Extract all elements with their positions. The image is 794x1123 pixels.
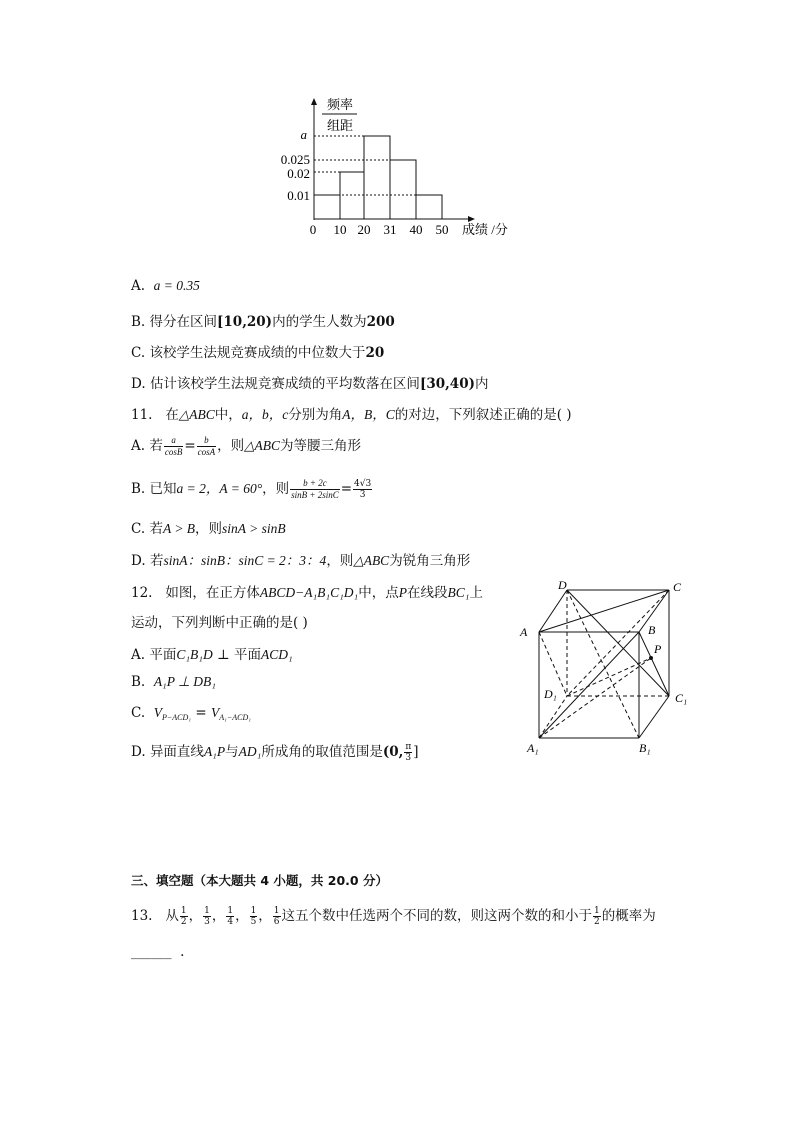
point-p bbox=[649, 656, 653, 660]
y-label-top: 频率 bbox=[327, 97, 354, 112]
section-3-title: 三、填空题（本大题共 4 小题，共 20.0 分） bbox=[131, 873, 388, 888]
x-tick-40: 40 bbox=[409, 222, 423, 237]
label-p: P bbox=[654, 642, 662, 656]
label-c: C bbox=[673, 580, 682, 594]
y-tick-0025: 0.025 bbox=[280, 152, 310, 167]
q13-answer-blank[interactable]: ______ . bbox=[131, 944, 185, 960]
frequency-histogram bbox=[270, 92, 520, 242]
y-tick-001: 0.01 bbox=[287, 188, 310, 203]
y-tick-a: a bbox=[300, 127, 307, 142]
bar-0-10 bbox=[314, 195, 340, 219]
label-c1: C₁ bbox=[675, 691, 688, 705]
bar-40-50 bbox=[416, 195, 442, 219]
x-tick-10: 10 bbox=[333, 222, 347, 237]
q11-option-c: C. 若A > B，则sinA > sinB bbox=[131, 521, 286, 537]
y-tick-002: 0.02 bbox=[287, 166, 310, 181]
q12-option-d: D. 异面直线A₁P与AD₁所成角的取值范围是(0, $\frac{\pi}{3}$ ] bbox=[131, 742, 419, 763]
q12-stem-line2: 运动，下列判断中正确的是( ) bbox=[131, 615, 308, 631]
x-tick-0: 0 bbox=[309, 222, 317, 237]
x-label: 成绩 /分 bbox=[462, 222, 508, 237]
q12-option-b: B. A₁P ⊥ DB₁ bbox=[131, 674, 216, 690]
x-tick-20: 20 bbox=[357, 222, 371, 237]
q10-option-b: B. 得分在区间[10,20)内的学生人数为200 bbox=[131, 314, 395, 330]
label-d: D bbox=[558, 578, 567, 592]
label-a1: A₁ bbox=[527, 741, 539, 755]
q10-option-a: A. a = 0.35 bbox=[131, 278, 200, 294]
label-b1: B₁ bbox=[639, 741, 651, 755]
x-tick-31: 31 bbox=[383, 222, 397, 237]
q12-option-a: A. 平面C₁B₁D ⊥ 平面ACD₁ bbox=[131, 647, 293, 663]
label-d1: D₁ bbox=[544, 687, 557, 701]
cube-figure bbox=[508, 572, 708, 762]
q11-option-b: B. 已知a = 2，A = 60°，则 $\frac{b + 2c}{\sin B + 2\sin C}$ = $\frac{4√3}{3}$ bbox=[131, 478, 372, 500]
bar-20-30 bbox=[364, 136, 390, 219]
q12-option-c: C. $V_{P-ACD_1} = V_{A_1-ACD_1}$ bbox=[131, 705, 252, 722]
bar-30-40 bbox=[390, 160, 416, 219]
label-a: A bbox=[520, 625, 528, 639]
y-label-bottom: 组距 bbox=[327, 118, 354, 133]
q10-option-d: D. 估计该校学生法规竞赛成绩的平均数落在区间[30,40)内 bbox=[131, 376, 489, 392]
q11-option-d: D. 若sinA：sinB：sinC = 2：3：4，则△ABC为锐角三角形 bbox=[131, 553, 471, 569]
q10-option-c: C. 该校学生法规竞赛成绩的中位数大于20 bbox=[131, 345, 385, 361]
q12-stem-line1: 12. 如图，在正方体ABCD−A₁B₁C₁D₁中，点P在线段BC₁上 bbox=[131, 585, 483, 601]
q13-stem: 13. 从 $\frac{1}{2}$ ， $\frac{1}{3}$ ， $\frac{1}{4}$ ， $\frac{1}{5}$ ， $\frac{1}{6}$ 这五个数中任选两个不同的数，则这两个数的和小于 $\frac{1}{2}$ 的概率为 bbox=[131, 906, 656, 927]
q11-option-a: A. 若 $\frac{a}{\cos B}$ = $\frac{b}{\cos A}$ ，则△ABC为等腰三角形 bbox=[131, 435, 362, 457]
label-b: B bbox=[648, 623, 656, 637]
x-tick-50: 50 bbox=[435, 222, 449, 237]
q11-stem: 11. 在△ABC中，a，b，c分别为角A，B，C的对边，下列叙述正确的是( ) bbox=[131, 407, 572, 423]
